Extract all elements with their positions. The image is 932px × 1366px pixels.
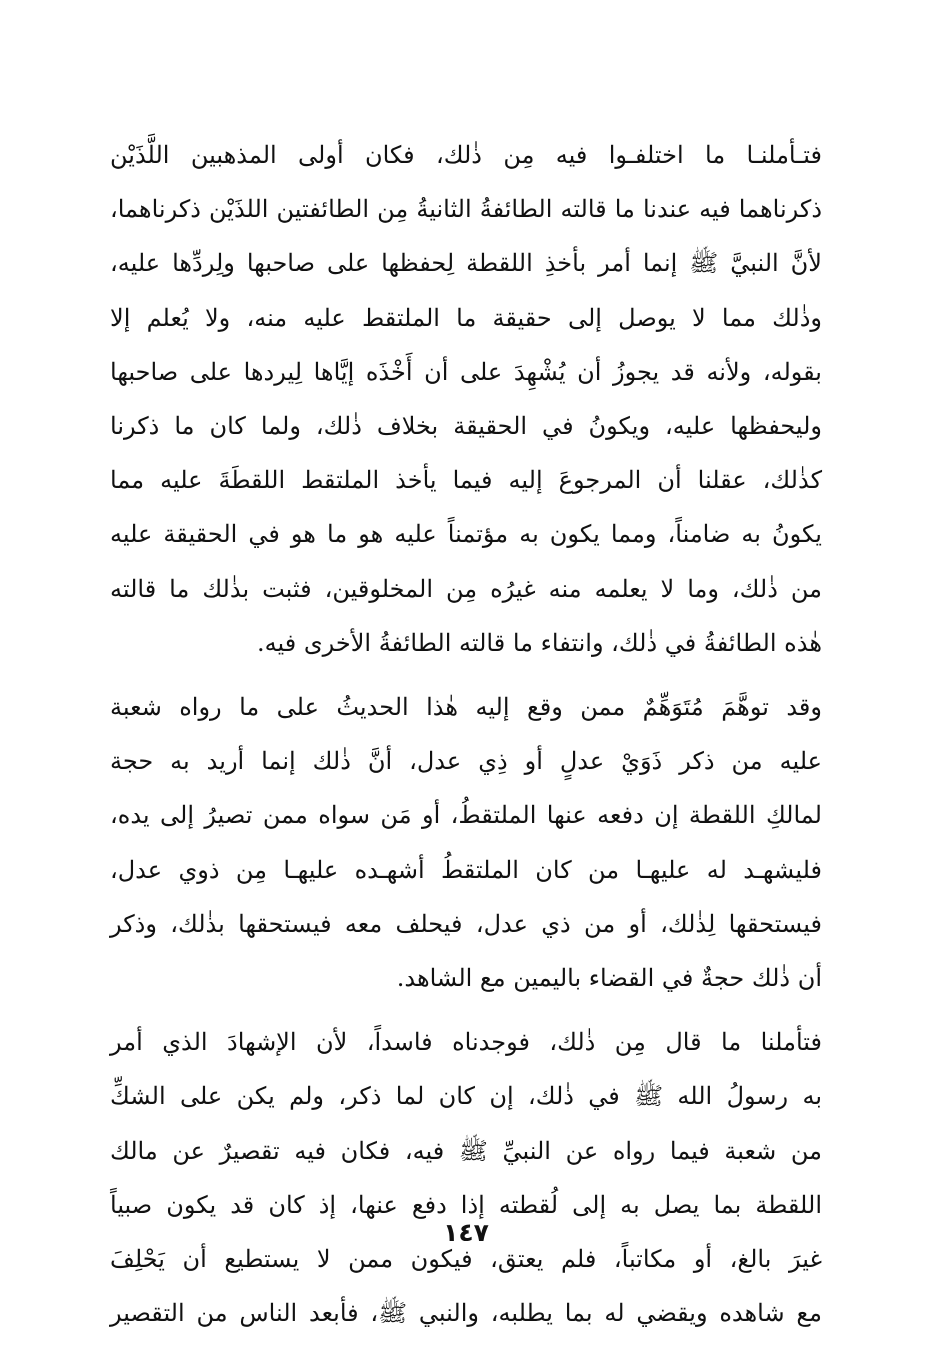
text-line: من ذٰلك، وما لا يعلمه منه غيرُه مِن المخلوقين، فثبت بذٰلك ما قالته bbox=[110, 574, 822, 603]
text-line: من شعبة فيما رواه عن النبيِّ ﷺ فيه، فكان فيه تقصيرٌ عن مالك bbox=[110, 1136, 822, 1165]
text-line: عليه من ذكر ذَوَيْ عدلٍ أو ذِي عدل، أنَّ ذٰلك إنما أريد به حجة bbox=[110, 747, 822, 776]
text-line: غيرَ بالغ، أو مكاتباً، فلم يعتق، فيكون ممن لا يستطيع أن يَحْلِفَ bbox=[110, 1245, 822, 1274]
page-body bbox=[110, 128, 822, 1340]
paragraph-2 bbox=[110, 680, 822, 1005]
text-line: كذٰلك، عقلنا أن المرجوعَ إليه فيما يأخذ الملتقط اللقطَةَ عليه مما bbox=[110, 466, 822, 495]
paragraph-1 bbox=[110, 128, 822, 670]
text-line: مع شاهده ويقضي له بما يطلبه، والنبي ﷺ، فأبعد الناس من التقصير bbox=[110, 1299, 822, 1328]
text-line: فيستحقها لِذٰلك، أو من ذي عدل، فيحلف معه فيستحقها بذٰلك، وذكر bbox=[110, 909, 822, 938]
text-line: فتـأملنـا ما اختلفـوا فيه مِن ذٰلك، فكان أولى المذهبين اللَّذَيْن bbox=[110, 141, 822, 169]
text-line: هٰذه الطائفةُ في ذٰلك، وانتفاء ما قالته الطائفةُ الأخرى فيه. bbox=[257, 628, 822, 657]
text-line: فليشهـد له عليهـا من كان الملتقطُ أشهـده عليهـا مِن ذوي عدل، bbox=[110, 855, 823, 884]
text-line: أن ذٰلك حجةٌ في القضاء باليمين مع الشاهد. bbox=[396, 964, 822, 993]
text-line: ذكرناهما فيه عندنا ما قالته الطائفةُ الثانيةُ مِن الطائفتين اللذَيْن ذكرناهما، bbox=[110, 195, 822, 224]
text-line: به رسولُ الله ﷺ في ذٰلك، إن كان لما ذكر، ولم يكن على الشكِّ bbox=[110, 1082, 822, 1111]
text-line: اللقطة بما يصل به إلى لُقطته إذا دفع عنها، إذ كان قد يكون صبياً bbox=[110, 1190, 822, 1219]
text-line: يكونُ به ضامناً، ومما يكون به مؤتمناً عليه هو ما هو في الحقيقة عليه bbox=[110, 520, 822, 549]
text-line: فتأملنا ما قال مِن ذٰلك، فوجدناه فاسداً، لأن الإشهادَ الذي أمر bbox=[110, 1028, 823, 1057]
text-line: لمالكِ اللقطة إن دفعه عنها الملتقطُ، أو مَن سواه ممن تصيرُ إلى يده، bbox=[110, 801, 822, 830]
text-line: وليحفظها عليه، ويكونُ في الحقيقة بخلاف ذٰلك، ولما كان ما ذكرنا bbox=[110, 412, 822, 441]
paragraph-3 bbox=[110, 1015, 822, 1340]
text-line: بقوله، ولأنه قد يجوزُ أن يُشْهِدَ على أن أَخْذَه إيَّاها لِيردها على صاحبها bbox=[110, 357, 822, 386]
text-line: وقد توهَّمَ مُتَوَهِّمٌ ممن وقع إليه هٰذا الحديثُ على ما رواه شعبة bbox=[110, 693, 822, 722]
text-line: لأنَّ النبيَّ ﷺ إنما أمر بأخذِ اللقطة لِحفظها على صاحبها ولِردِّها عليه، bbox=[110, 249, 822, 278]
page-number: ١٤٧ bbox=[443, 1218, 489, 1247]
text-line: وذٰلك مما لا يوصل إلى حقيقة ما الملتقط عليه منه، ولا يُعلم إلا bbox=[110, 303, 822, 332]
